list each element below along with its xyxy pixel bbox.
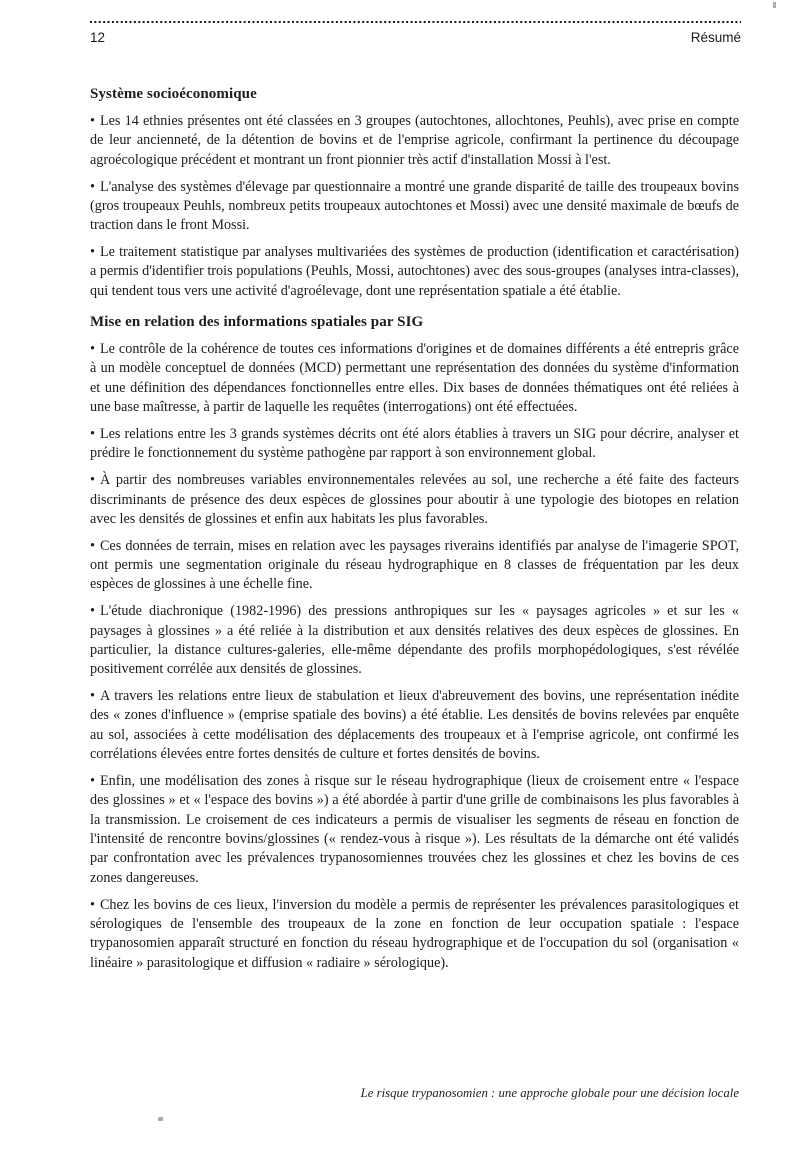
- page-body: [90, 86, 739, 980]
- bullet-paragraph: [90, 178, 739, 236]
- bullet-text: Chez les bovins de ces lieux, l'inversion du modèle a permis de représenter les prévalences parasitologiques et sérologiques de l'ensemble des troupeaux de la zone en fonction de leur occupation spatiale : l'espace trypanosomien apparaît structuré en fonction du réseau hydrographique et de l'occupation du sol (organisation « linéaire » parasitologique et diffusion « radiaire » sérologique).: [90, 896, 739, 971]
- bullet-text: Le traitement statistique par analyses multivariées des systèmes de production (identification et caractérisation) a permis d'identifier trois populations (Peuhls, Mossi, autochtones) avec des sous-groupes (analyses intra-classes), qui tendent tous vers une activité d'agroélevage, dont une représentation spatiale a été établie.: [90, 244, 739, 299]
- bullet-icon: •: [90, 425, 95, 442]
- bullet-icon: •: [90, 113, 95, 129]
- scan-artifact-speck: [158, 1117, 163, 1121]
- bullet-text: A travers les relations entre lieux de stabulation et lieux d'abreuvement des bovins, une représentation inédite des « zones d'influence » (emprise spatiale des bovins) a été établie. Les densités de bovins relevées par enquête au sol, associées à cette modélisation des déplacements des troupeaux et à l'emprise agricole, ont confirmé les corrélations élevées entre fortes densités de culture et fortes densités de bovins.: [90, 688, 739, 763]
- bullet-icon: •: [90, 472, 95, 489]
- bullet-text: Les relations entre les 3 grands systèmes décrits ont été alors établies à travers un SIG pour décrire, analyser et prédire le fonctionnement du système pathogène par rapport à son environnement global.: [90, 425, 739, 462]
- running-head: Résumé: [690, 30, 741, 45]
- section-heading-socioeconomique: Système socioéconomique: [90, 86, 257, 102]
- bullet-icon: •: [90, 896, 95, 913]
- bullet-text: Les 14 ethnies présentes ont été classées en 3 groupes (autochtones, allochtones, Peuhls), avec prise en compte de leur ancienneté, de la détention de bovins et de l'emprise agricole, confirmant la pertinence du découpage agroécologique précédent et montrant un front pionnier très actif d'installation Mossi à l'est.: [90, 113, 739, 168]
- bullet-paragraph: [90, 772, 739, 888]
- bullet-icon: •: [90, 603, 95, 620]
- bullet-text: Le contrôle de la cohérence de toutes ces informations d'origines et de domaines différents a été entrepris grâce à un modèle conceptuel de données (MCD) permettant une représentation des données du système d'information et une définition des dépendances fonctionnelles entre elles. Dix bases de données thématiques ont été reliées à une base maîtresse, à partir de laquelle les requêtes (interrogations) ont été effectuées.: [90, 341, 739, 416]
- bullet-text: Ces données de terrain, mises en relation avec les paysages riverains identifiés par analyse de l'imagerie SPOT, ont permis une segmentation originale du réseau hydrographique en 8 classes de fréquentation par les deux espèces de glossines à une échelle fine.: [90, 537, 739, 593]
- bullet-paragraph: [90, 340, 739, 417]
- bullet-paragraph: [90, 243, 739, 301]
- bullet-paragraph: [90, 537, 739, 595]
- footer-running-title: Le risque trypanosomien : une approche globale pour une décision locale: [360, 1086, 739, 1100]
- bullet-paragraph: [90, 471, 739, 529]
- bullet-text: Enfin, une modélisation des zones à risque sur le réseau hydrographique (lieux de croisement entre « l'espace des glossines » et « l'espace des bovins ») a été abordée à partir d'une grille de combinaisons les plus favorables à la transmission. Le croisement de ces indicateurs a permis de visualiser les segments de réseau en fonction de l'intensité de rencontre bovins/glossines (« rendez-vous à risque »). Les résultats de la démarche ont été validés par confrontation avec les prévalences trypanosomiennes trouvées chez les glossines et chez les bovins de ces zones dangereuses.: [90, 772, 739, 886]
- bullet-icon: •: [90, 341, 95, 358]
- scan-artifact-corner: [773, 2, 776, 8]
- bullet-text: L'analyse des systèmes d'élevage par questionnaire a montré une grande disparité de taille des troupeaux bovins (gros troupeaux Peuhls, nombreux petits troupeaux autochtones et Mossi) avec une densité maximale de bœufs de traction dans le front Mossi.: [90, 178, 739, 234]
- header-dotted-rule: [90, 21, 741, 24]
- page-number: 12: [90, 30, 106, 45]
- page-header: [90, 21, 741, 45]
- bullet-paragraph: [90, 687, 739, 764]
- bullet-paragraph: [90, 896, 739, 973]
- bullet-icon: •: [90, 244, 95, 261]
- bullet-text: À partir des nombreuses variables environnementales relevées au sol, une recherche a été faite des facteurs discriminants de présence des deux espèces de glossines pour aboutir à une typologie des biotopes en relation avec les densités de glossines et enfin aux habitats les plus favorables.: [90, 472, 739, 527]
- bullet-text: L'étude diachronique (1982-1996) des pressions anthropiques sur les « paysages agricoles » et sur les « paysages à glossines » a été reliée à la distribution et aux densités relatives des deux espèces de glossines. En particulier, la distance cultures-galeries, elle-même dépendante des profils morphopédologiques, s'est révélée positivement corrélée aux densités de glossines.: [90, 603, 739, 678]
- bullet-icon: •: [90, 178, 95, 195]
- bullet-paragraph: [90, 602, 739, 679]
- bullet-icon: •: [90, 537, 95, 554]
- bullet-icon: •: [90, 772, 95, 789]
- bullet-paragraph: [90, 425, 739, 464]
- bullet-icon: •: [90, 688, 95, 705]
- section-heading-sig: Mise en relation des informations spatiales par SIG: [90, 314, 424, 331]
- header-row: [90, 30, 741, 45]
- bullet-paragraph: [90, 112, 739, 170]
